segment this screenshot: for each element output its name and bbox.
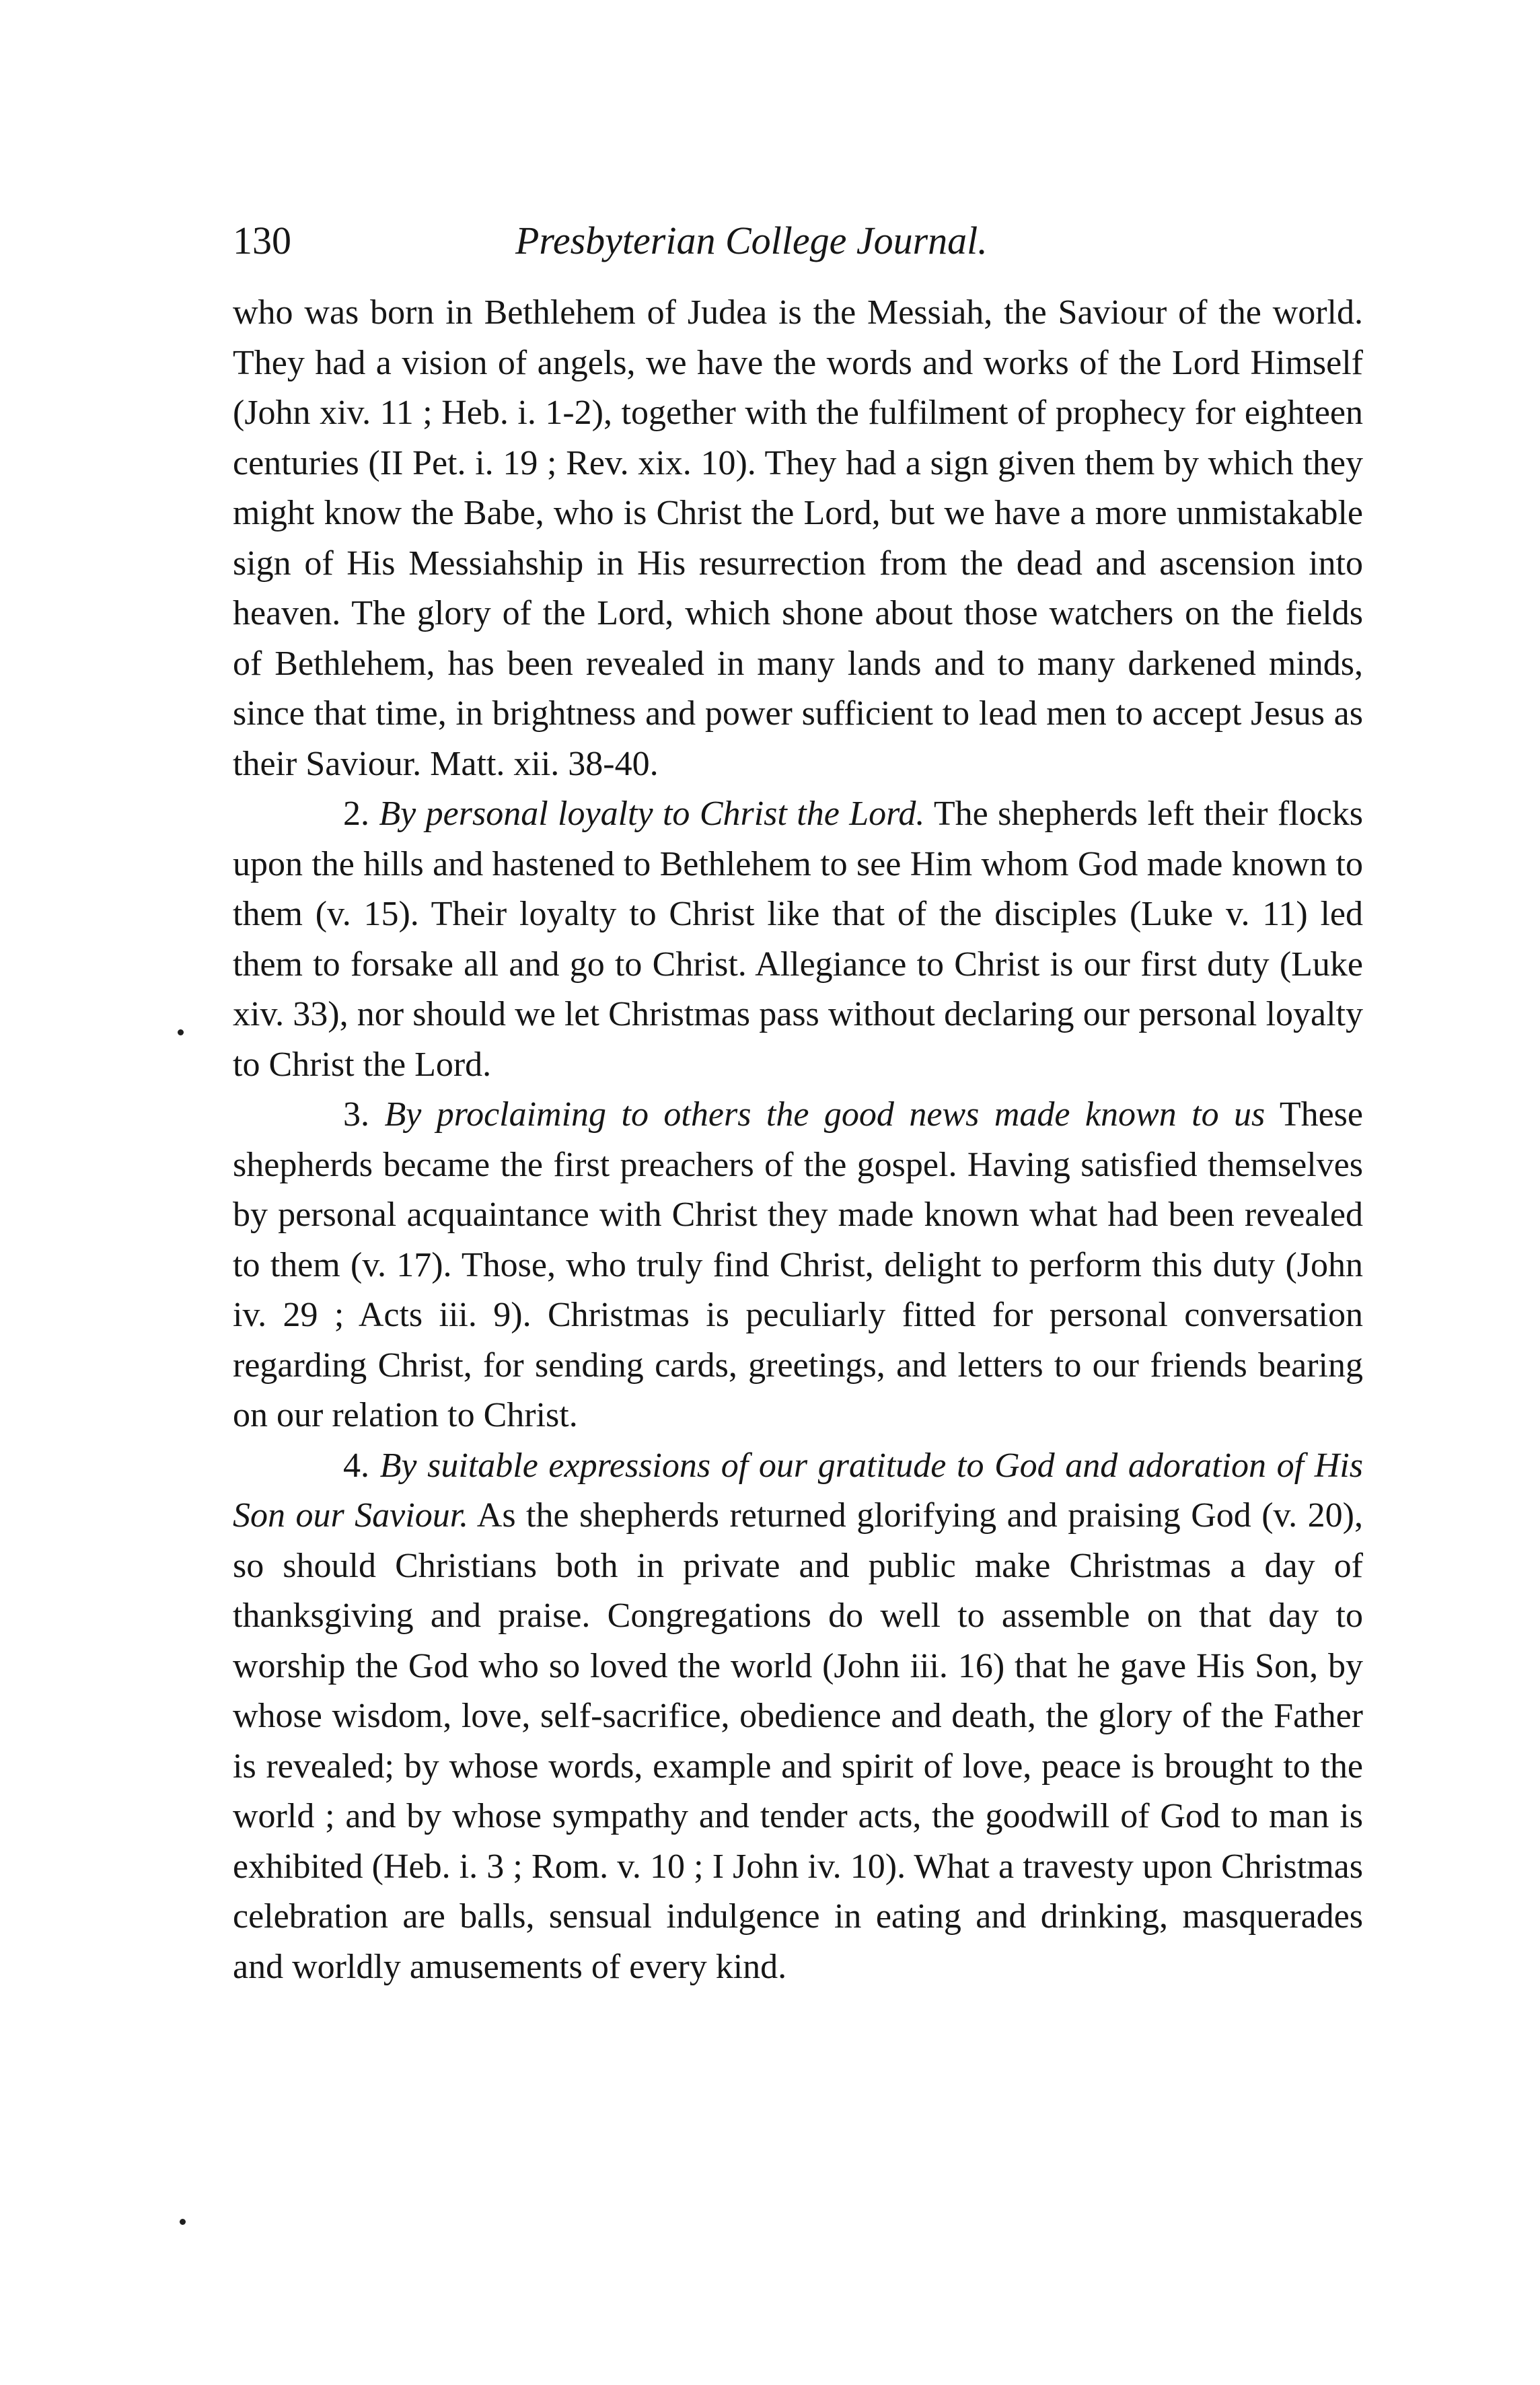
point-heading: By personal loyalty to Christ the Lord. [379,795,925,833]
page-number: 130 [233,219,291,262]
paragraph-text: These shepherds became the first preachers of the gospel. Having satisfied themselves by personal acquaintance with Christ they made known what had been revealed to them (v. 17). Those, who truly find Christ, delight to perform this duty (John iv. 29 ; Acts iii. 9). Christmas is peculiarly fitted for personal conversation regarding Christ, for sending cards, greetings, and letters to our friends bearing on our relation to Christ. [233,1095,1363,1434]
journal-title: Presbyterian College Journal. [515,219,988,262]
point-number: 2. [343,795,369,833]
paragraph-point-2 [233,789,1363,1090]
running-head [233,214,1363,268]
point-heading: By proclaiming to others the good news made known to us [384,1095,1266,1134]
body-text [233,288,1363,1992]
paragraph-continuation [233,288,1363,789]
paragraph-point-3 [233,1090,1363,1441]
paragraph-text: The shepherds left their flocks upon the hills and hastened to Bethlehem to see Him whom God made known to them (v. 15). Their loyalty to Christ like that of the disciples (Luke v. 11) led them to forsake all and go to Christ. Allegiance to Christ is our first duty (Luke xiv. 33), nor should we let Christmas pass without declaring our personal loyalty to Christ the Lord. [233,795,1363,1084]
paragraph-point-4 [233,1441,1363,1993]
paragraph-text: who was born in Bethlehem of Judea is the Messiah, the Saviour of the world. They had a vision of angels, we have the words and works of the Lord Himself (John xiv. 11 ; Heb. i. 1-2), together with the fulfilment of prophecy for eighteen centuries (II Pet. i. 19 ; Rev. xix. 10). They had a sign given them by which they might know the Babe, who is Christ the Lord, but we have a more unmistakable sign of His Messiahship in His resurrection from the dead and ascension into heaven. The glory of the Lord, which shone about those watchers on the fields of Bethlehem, has been revealed in many lands and to many darkened minds, since that time, in brightness and power sufficient to lead men to accept Jesus as their Saviour. Matt. xii. 38-40. [233,293,1363,783]
paragraph-text: As the shepherds returned glorifying and praising God (v. 20), so should Christians both in private and public make Christmas a day of thanksgiving and praise. Congregations do well to assemble on that day to worship the God who so loved the world (John iii. 16) that he gave His Son, by whose wisdom, love, self-sacrifice, obedience and death, the glory of the Father is revealed; by whose words, example and spirit of love, peace is brought to the world ; and by whose sympathy and tender acts, the goodwill of God to man is exhibited (Heb. i. 3 ; Rom. v. 10 ; I John iv. 10). What a travesty upon Christmas celebration are balls, sensual indulgence in eating and drinking, masquerades and worldly amusements of every kind. [233,1496,1363,1986]
point-heading: By suitable expressions of our gratitude to God and adoration of His Son our Saviour. [233,1446,1363,1535]
margin-speck-mark [178,1029,184,1035]
point-number: 3. [343,1095,369,1134]
margin-speck-mark [180,2219,186,2225]
point-number: 4. [343,1446,369,1485]
